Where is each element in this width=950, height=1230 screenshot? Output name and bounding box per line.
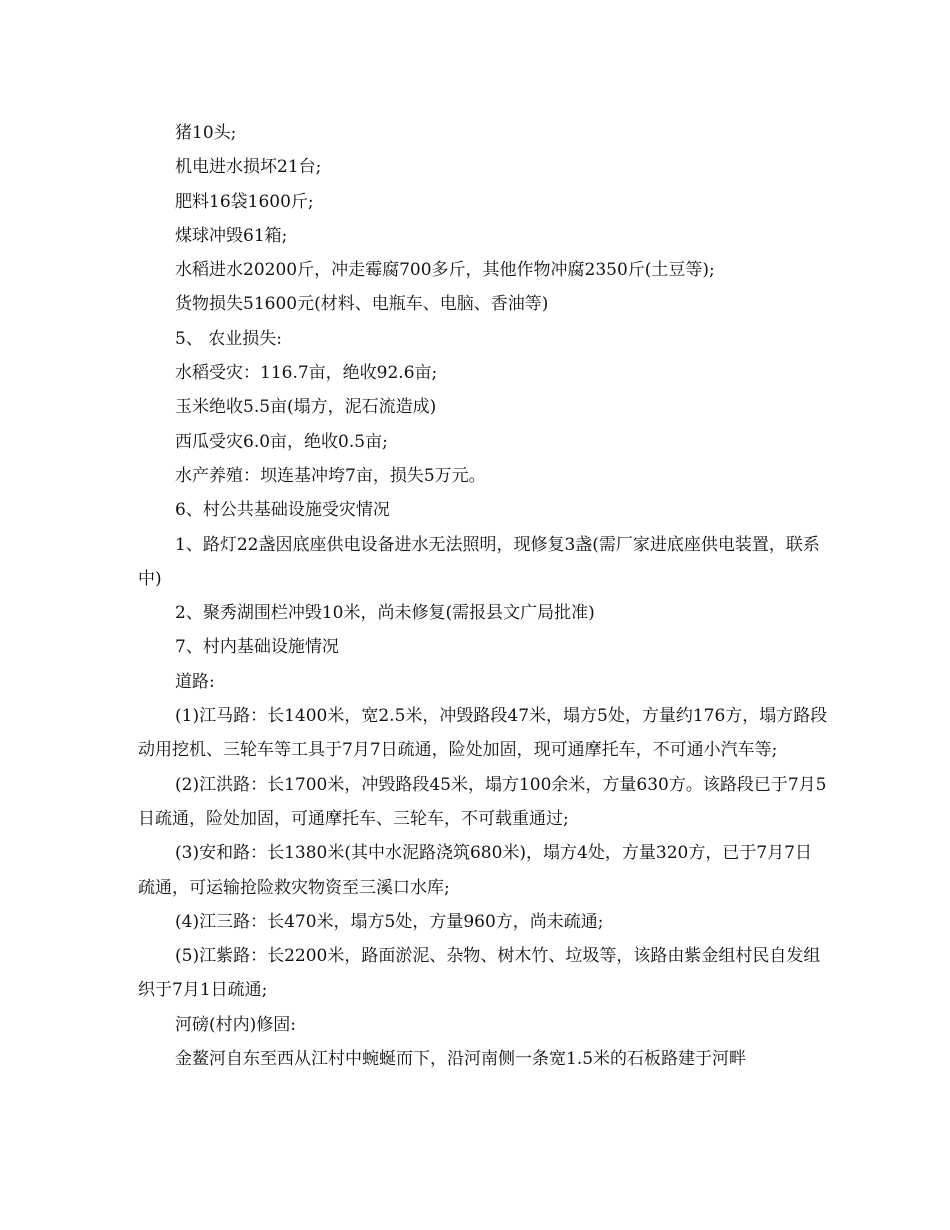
paragraph-road-jiangsan: (4)江三路：长470米，塌方5处，方量960方，尚未疏通; [175,911,604,932]
subheading-roads: 道路: [175,671,215,692]
paragraph-streetlights: 1、路灯22盏因底座供电设备进水无法照明，现修复3盏(需厂家进底座供电装置，联系中) [138,534,820,589]
paragraph-road-anhe: (3)安和路：长1380米(其中水泥路浇筑680米)，塌方4处，方量320方，已于7月7日疏通，可运输抢险救灾物资至三溪口水库; [138,843,812,898]
paragraph-road-jiangzi: (5)江紫路：长2200米，路面淤泥、杂物、树木竹、垃圾等，该路由紫金组村民自发组织于7月1日疏通; [138,946,821,1001]
paragraph-lake-fence: 2、聚秀湖围栏冲毁10米，尚未修复(需报县文广局批准) [175,603,595,624]
paragraph-pigs: 猪10头; [175,123,237,143]
paragraph-aquaculture: 水产养殖：坝连基冲垮7亩，损失5万元。 [175,465,486,486]
paragraph-road-jiangma: (1)江马路：长1400米，宽2.5米，冲毁路段47米，塌方5处，方量约176方，塌方路段动用挖机、三轮车等工具于7月7日疏通，险处加固，现可通摩托车，不可通小汽车等; [138,706,828,761]
paragraph-road-jianghong: (2)江洪路：长1700米，冲毁路段45米，塌方100余米，方量630方。该路段已于7月5日疏通，险处加固，可通摩托车、三轮车，不可载重通过; [138,774,827,829]
paragraph-watermelon: 西瓜受灾6.0亩，绝收0.5亩; [175,431,388,452]
paragraph-goods-loss: 货物损失51600元(材料、电瓶车、电脑、香油等) [175,294,549,315]
document-body [138,116,828,1076]
section-heading-agriculture: 5、 农业损失: [175,328,282,349]
section-heading-village-infrastructure: 7、村内基础设施情况 [175,637,339,658]
section-heading-public-infrastructure: 6、村公共基础设施受灾情况 [175,500,390,521]
paragraph-corn: 玉米绝收5.5亩(塌方，泥石流造成) [175,397,437,418]
subheading-river-embankment: 河磅(村内)修固: [175,1014,296,1035]
paragraph-coal: 煤球冲毁61箱; [175,225,288,246]
paragraph-rice-water: 水稻进水20200斤，冲走霉腐700多斤，其他作物冲腐2350斤(土豆等); [175,260,715,281]
paragraph-machinery: 机电进水损坏21台; [175,157,322,178]
paragraph-rice-disaster: 水稻受灾：116.7亩，绝收92.6亩; [175,363,438,384]
paragraph-jinao-river: 金鳌河自东至西从江村中蜿蜒而下，沿河南侧一条宽1.5米的石板路建于河畔 [175,1049,747,1070]
paragraph-fertilizer: 肥料16袋1600斤; [175,191,314,212]
